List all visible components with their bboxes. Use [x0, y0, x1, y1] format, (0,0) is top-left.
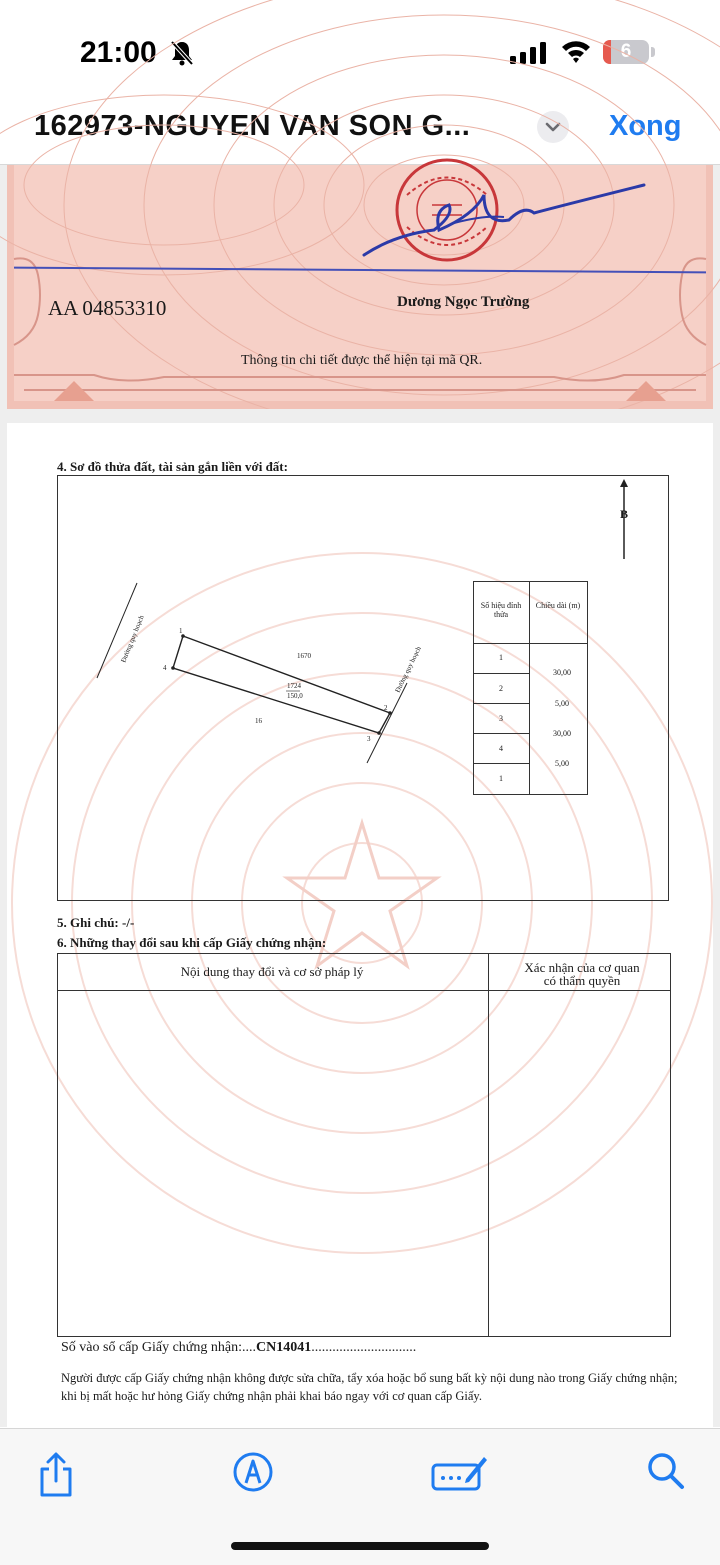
changes-table	[57, 953, 671, 1337]
form-fill-icon[interactable]	[430, 1451, 488, 1493]
coord-header-point: Số hiệu đỉnh thửa	[480, 601, 522, 619]
coord-row-line-1	[473, 673, 530, 674]
changes-col2-header-line1: Xác nhận của cơ quan	[524, 960, 640, 975]
section4-title: 4. Sơ đồ thửa đất, tài sản gắn liền với đất:	[57, 459, 288, 474]
coord-row-line-3	[473, 733, 530, 734]
section6-title: 6. Những thay đổi sau khi cấp Giấy chứng nhận:	[57, 935, 327, 950]
bottom-toolbar	[0, 1428, 720, 1565]
cellular-signal-icon	[510, 42, 548, 64]
changes-col2-header-line2: có thẩm quyền	[543, 973, 621, 988]
registration-dots: ..............................	[311, 1340, 417, 1355]
share-icon[interactable]	[36, 1451, 76, 1499]
home-indicator	[231, 1542, 489, 1550]
status-bar	[0, 0, 720, 100]
notice-text: Người được cấp Giấy chứng nhận không được sửa chữa, tẩy xóa hoặc bổ sung bất kỳ nội dung nào trong Giấy chứng nhận; khi bị mất hoặc hư hỏng Giấy chứng nhận phải khai báo ngay với cơ quan cấp Giấy.	[61, 1371, 678, 1403]
coord-length-4: 5,00	[555, 759, 569, 768]
signature	[334, 175, 654, 265]
vertex-3: 3	[367, 735, 371, 743]
document-viewer[interactable]	[0, 165, 720, 1427]
registration-label: Số vào sổ cấp Giấy chứng nhận:....	[61, 1340, 256, 1355]
neighbor-parcel-16: 16	[255, 717, 262, 725]
registration-line	[61, 1340, 416, 1356]
parcel-number: 1724	[287, 682, 301, 690]
coord-point-5: 1	[499, 774, 503, 783]
page-gap	[0, 409, 720, 423]
status-time: 21:00	[80, 36, 157, 69]
battery-icon	[603, 40, 649, 64]
signer-name: Dương Ngọc Trường	[397, 294, 530, 310]
coord-point-4: 4	[499, 744, 503, 753]
certificate-background	[14, 165, 706, 401]
coord-table-header-line	[473, 643, 587, 644]
vertex-4: 4	[163, 664, 167, 672]
coord-row-line-4	[473, 763, 530, 764]
coord-length-2: 5,00	[555, 699, 569, 708]
coord-row-line-2	[473, 703, 530, 704]
parcel-area: 150,0	[287, 692, 303, 700]
parcel-sketch	[97, 563, 423, 783]
vertex-2: 2	[384, 704, 388, 712]
changes-table-divider	[488, 953, 489, 1336]
coord-point-1: 1	[499, 653, 503, 662]
changes-table-header-line	[57, 990, 670, 991]
certificate-page-1	[7, 165, 713, 409]
search-icon[interactable]	[646, 1451, 686, 1491]
changes-col1-header: Nội dung thay đổi và cơ sở pháp lý	[180, 964, 364, 979]
section5-note: 5. Ghi chú: -/-	[57, 915, 135, 930]
road-label-right: Đường quy hoạch	[393, 645, 423, 694]
north-label: B	[620, 507, 629, 521]
battery-level: 6	[620, 41, 632, 62]
coord-point-3: 3	[499, 714, 503, 723]
vertex-1: 1	[179, 627, 183, 635]
done-button[interactable]: Xong	[609, 110, 682, 142]
neighbor-parcel-1670: 1670	[297, 652, 311, 660]
document-title[interactable]: 162973-NGUYEN VAN SON G...	[34, 110, 471, 142]
coord-point-2: 2	[499, 684, 503, 693]
coord-header-length: Chiều dài (m)	[535, 601, 581, 610]
road-label-left: Đường quy hoạch	[119, 614, 146, 664]
battery-tip	[651, 47, 655, 57]
qr-note: Thông tin chi tiết được thể hiện tại mã QR.	[241, 353, 483, 368]
certificate-number: AA 04853310	[48, 296, 167, 320]
coord-length-3: 30,00	[553, 729, 571, 738]
certificate-page-2	[7, 423, 713, 1427]
markup-icon[interactable]	[232, 1451, 274, 1493]
wifi-icon	[560, 38, 592, 64]
coord-length-1: 30,00	[553, 668, 571, 677]
registration-number: CN14041	[256, 1340, 312, 1355]
